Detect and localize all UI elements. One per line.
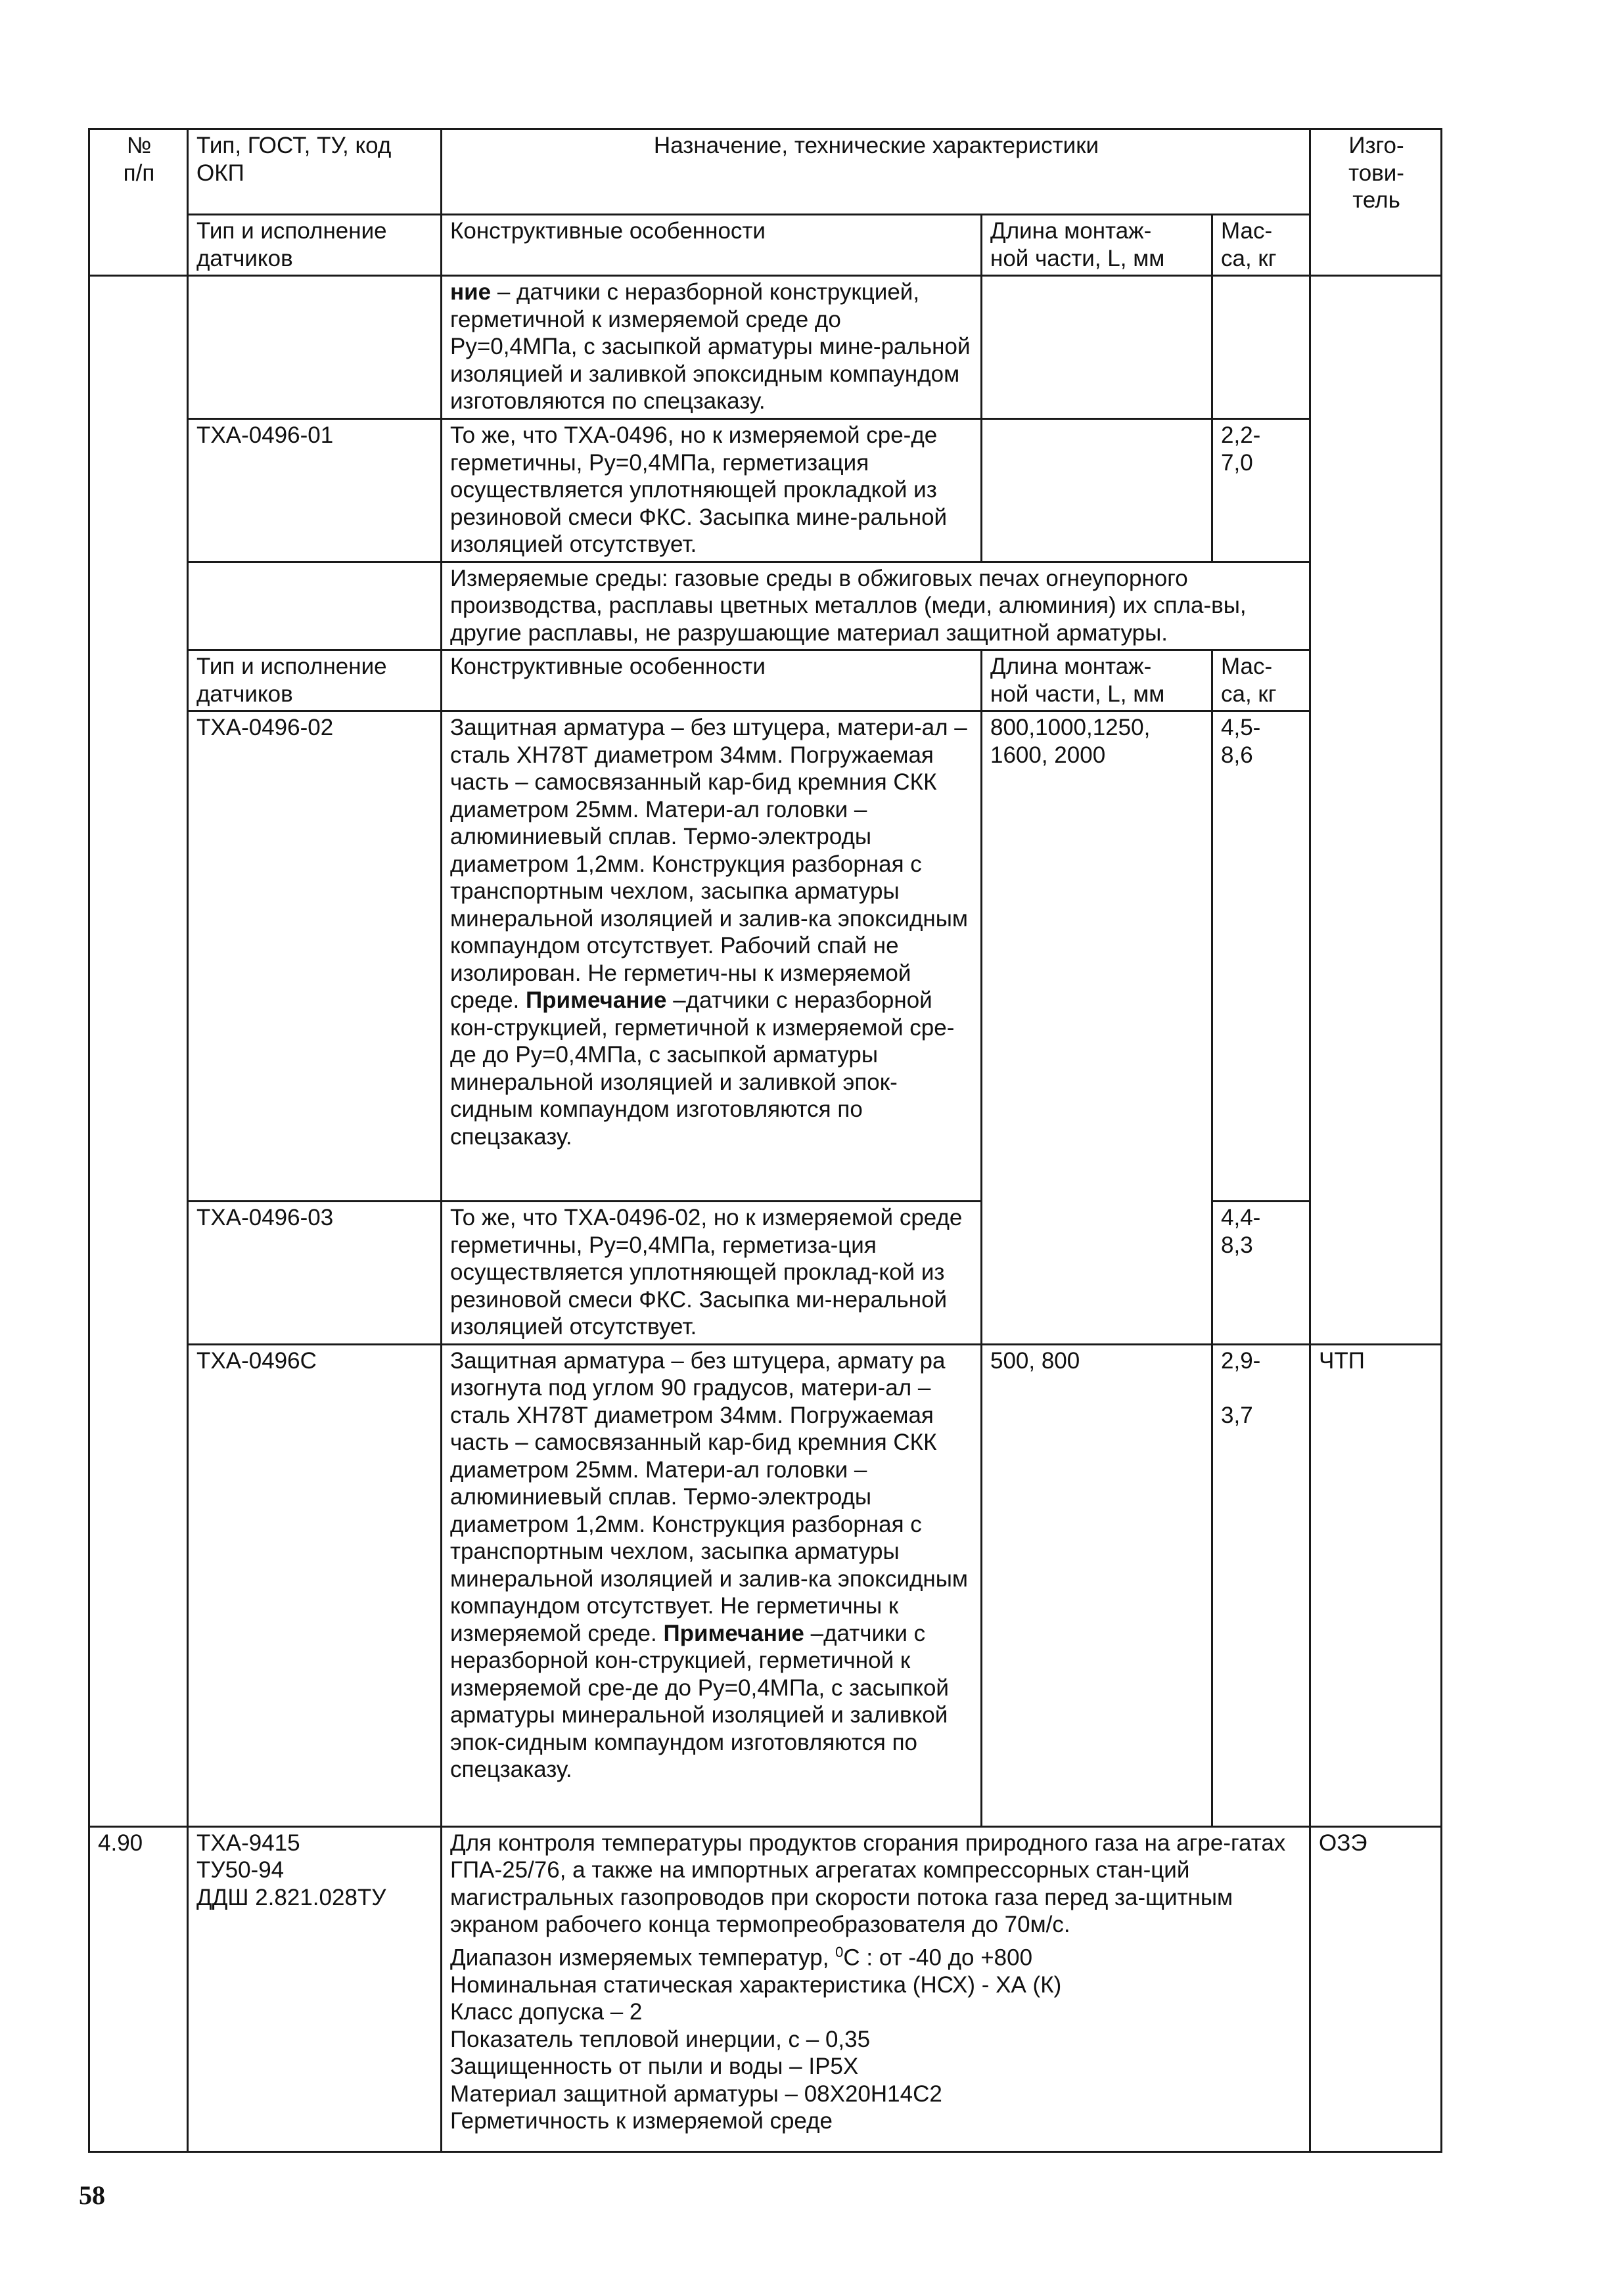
length-cell: 500, 800 xyxy=(982,1344,1212,1826)
table-row xyxy=(89,1202,1442,1345)
col-purpose-header: Назначение, технические характеристики xyxy=(442,129,1310,215)
features-cell xyxy=(442,711,982,1202)
table-row xyxy=(89,711,1442,1202)
sensor-spec-table xyxy=(88,128,1442,2153)
mass-cell: 2,9- 3,7 xyxy=(1212,1344,1310,1826)
subheader-type: Тип и исполнение датчиков xyxy=(188,650,442,711)
features-text: Защитная арматура – без штуцера, армату ра изогнута под углом 90 градусов, матери-ал – сталь ХН78Т диаметром 34мм. Погружаемая часть – самосвязанный кар-бид кремния СКК диаметром 25мм. Матери-ал головки – алюминиевый сплав. Термо-электроды диаметром 1,2мм. Конструкция разборная с транспортным чехлом, засыпка арматуры минеральной изоляцией и залив-ка эпоксидным компаундом отсутствует. Не герметичны к измеряемой среде. xyxy=(450,1347,968,1646)
features-cell xyxy=(442,1344,982,1826)
maker-cell xyxy=(1310,276,1442,1345)
subheader-length: Длина монтаж- ной части, L, мм xyxy=(982,215,1212,276)
note-text: –датчики с неразборной кон-струкцией, герметичной к измеряемой сре-де до Ру=0,4МПа, с засыпкой арматуры минеральной изоляцией и заливкой эпок-сидным компаундом изготовляются по спецзаказу. xyxy=(450,1620,949,1782)
note-label: Примечание xyxy=(663,1620,804,1646)
subheader-features: Конструктивные особенности xyxy=(442,215,982,276)
table-row xyxy=(89,1826,1442,2151)
spec-line: Класс допуска – 2 xyxy=(450,1999,643,2025)
temperature-range: Диапазон измеряемых температур, $^0$С : от -40 до +800 xyxy=(450,1943,1033,1971)
note-label: Примечание xyxy=(526,987,667,1013)
features-cell: То же, что ТХА-0496-02, но к измеряемой среде герметичны, Ру=0,4МПа, герметиза-ция осуществляется уплотняющей проклад-кой из резиновой смеси ФКС. Засыпка ми-неральной изоляцией отсутствует. xyxy=(442,1202,982,1345)
type-cell: ТХА-0496-01 xyxy=(188,419,442,562)
length-cell xyxy=(982,419,1212,562)
type-cell: ТХА-0496-03 xyxy=(188,1202,442,1345)
col-type-header: Тип, ГОСТ, ТУ, код ОКП xyxy=(188,129,442,215)
spec-line: Защищенность от пыли и воды – IP5X xyxy=(450,2054,859,2080)
col-maker-header: Изго- тови- тель xyxy=(1310,129,1442,276)
spec-line: Материал защитной арматуры – 08Х20Н14С2 xyxy=(450,2081,942,2107)
subheader-length: Длина монтаж- ной части, L, мм xyxy=(982,650,1212,711)
maker-cell: ЧТП xyxy=(1310,1344,1442,1826)
number-cell: 4.90 xyxy=(89,1826,188,2151)
features-text: Защитная арматура – без штуцера, матери-ал – сталь ХН78Т диаметром 34мм. Погружаемая часть – самосвязанный кар-бид кремния СКК диаметром 25мм. Матери-ал головки – алюминиевый сплав. Термо-электроды диаметром 1,2мм. Конструкция разборная с транспортным чехлом, засыпка арматуры минеральной изоляцией и залив-ка эпоксидным компаундом отсутствует. Рабочий спай не изолирован. Не герметич-ны к измеряемой среде. xyxy=(450,715,968,1013)
table-row xyxy=(89,1344,1442,1826)
features-text: – датчики с неразборной конструкцией, герметичной к измеряемой среде до Ру=0,4МПа, с засыпкой арматуры мине-ральной изоляцией и заливкой эпоксидным компаундом изготовляются по спецзаказу. xyxy=(450,279,971,414)
mass-cell: 4,5- 8,6 xyxy=(1212,711,1310,1202)
number-cell xyxy=(89,276,188,1827)
subheader-type: Тип и исполнение датчиков xyxy=(188,215,442,276)
features-cell: То же, что ТХА-0496, но к измеряемой сре-де герметичны, Ру=0,4МПа, герметизация осуществляется уплотняющей прокладкой из резиновой смеси ФКС. Засыпка мине-ральной изоляцией отсутствует. xyxy=(442,419,982,562)
note-text: –датчики с неразборной кон-струкцией, герметичной к измеряемой сре-де до Ру=0,4МПа, с засыпкой арматуры минеральной изоляцией и заливкой эпок-сидным компаундом изготовляются по спецзаказу. xyxy=(450,987,955,1150)
maker-cell: ОЗЭ xyxy=(1310,1826,1442,2151)
table-row xyxy=(89,276,1442,419)
subheader-features: Конструктивные особенности xyxy=(442,650,982,711)
mass-cell: 2,2- 7,0 xyxy=(1212,419,1310,562)
description-text: Для контроля температуры продуктов сгорания природного газа на агре-гатах ГПА-25/76, а также на импортных агрегатах компрессорных стан-ций магистральных газопроводов при скорости потока газа перед за-щитным экраном рабочего конца термопреобразователя до 70м/с. xyxy=(450,1830,1286,1937)
table-subheader-row xyxy=(89,215,1442,276)
mass-cell: 4,4- 8,3 xyxy=(1212,1202,1310,1345)
col-number-header: № п/п xyxy=(89,129,188,276)
table-row xyxy=(89,562,1442,650)
spec-line: Герметичность к измеряемой среде xyxy=(450,2108,833,2134)
features-cell xyxy=(442,276,982,419)
table-header-row xyxy=(89,129,1442,215)
type-cell: ТХА-9415 ТУ50-94 ДДШ 2.821.028ТУ xyxy=(188,1826,442,2151)
spec-line: Показатель тепловой инерции, с – 0,35 xyxy=(450,2026,871,2052)
type-cell xyxy=(188,276,442,419)
type-cell xyxy=(188,562,442,650)
subheader-mass: Мас- са, кг xyxy=(1212,215,1310,276)
bold-lead: ние xyxy=(450,279,492,305)
type-cell: ТХА-0496-02 xyxy=(188,711,442,1202)
spec-line: Номинальная статическая характеристика (НСХ) - ХА (К) xyxy=(450,1971,1062,1998)
mass-cell xyxy=(1212,276,1310,419)
page-number: 58 xyxy=(79,2180,105,2210)
length-cell xyxy=(982,276,1212,419)
media-note: Измеряемые среды: газовые среды в обжиговых печах огнеупорного производства, расплавы цветных металлов (меди, алюминия) их спла-вы, другие расплавы, не разрушающие материал защитной арматуры. xyxy=(442,562,1310,650)
type-cell: ТХА-0496С xyxy=(188,1344,442,1826)
length-cell: 800,1000,1250, 1600, 2000 xyxy=(982,711,1212,1345)
subheader-mass: Мас- са, кг xyxy=(1212,650,1310,711)
table-subheader-row xyxy=(89,650,1442,711)
table-row xyxy=(89,419,1442,562)
description-cell xyxy=(442,1826,1310,2151)
